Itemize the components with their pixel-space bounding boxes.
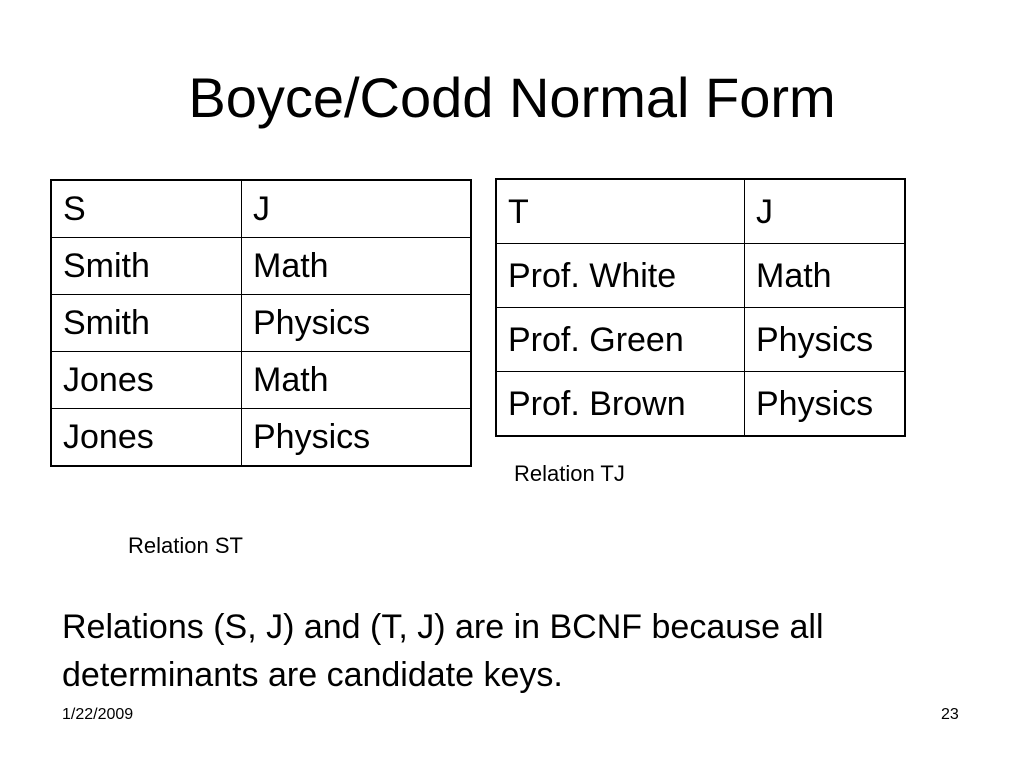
relation-st-caption: Relation ST	[128, 533, 243, 558]
table-cell: Math	[745, 244, 906, 308]
header-cell: T	[496, 179, 745, 244]
table-row	[51, 295, 471, 352]
bcnf-explanation: Relations (S, J) and (T, J) are in BCNF because all determinants are candidate keys.	[62, 608, 824, 694]
table-row	[496, 244, 905, 308]
relation-tj-table	[495, 178, 906, 437]
table-cell: Physics	[242, 295, 472, 352]
header-cell: S	[51, 180, 242, 238]
table-cell: Jones	[51, 352, 242, 409]
table-cell: Math	[242, 238, 472, 295]
relation-tj-caption: Relation TJ	[514, 461, 625, 486]
footer-date: 1/22/2009	[62, 706, 134, 723]
table-row	[51, 352, 471, 409]
table-cell: Smith	[51, 238, 242, 295]
table-row	[496, 308, 905, 372]
table-row	[51, 238, 471, 295]
table-header-row	[51, 180, 471, 238]
relation-st-table	[50, 179, 472, 467]
table-cell: Physics	[242, 409, 472, 467]
header-cell: J	[242, 180, 472, 238]
slide-title: Boyce/Codd Normal Form	[188, 66, 836, 129]
table-cell: Prof. White	[496, 244, 745, 308]
table-cell: Prof. Green	[496, 308, 745, 372]
table-cell: Prof. Brown	[496, 372, 745, 437]
table-row	[51, 409, 471, 467]
table-cell: Physics	[745, 372, 906, 437]
table-row	[496, 372, 905, 437]
table-cell: Math	[242, 352, 472, 409]
table-cell: Physics	[745, 308, 906, 372]
header-cell: J	[745, 179, 906, 244]
page-number: 23	[941, 706, 959, 723]
table-cell: Smith	[51, 295, 242, 352]
table-cell: Jones	[51, 409, 242, 467]
table-header-row	[496, 179, 905, 244]
